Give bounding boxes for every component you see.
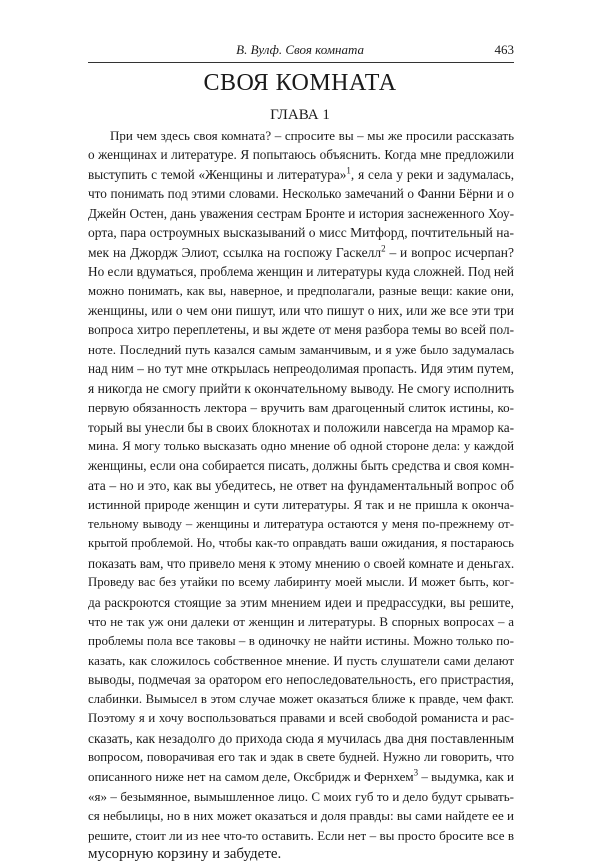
text-line: что понимать под этими словами. Несколько замечаний о Фанни Бёрни и о — [88, 186, 514, 202]
text-line: При чем здесь своя комната? – спросите вы – мы же просили рассказать — [110, 128, 514, 143]
text-line: тельному выводу – женщины и литература остаются у меня по-прежнему от- — [88, 516, 514, 531]
text-line — [88, 165, 514, 184]
text-line: мина. Я могу только высказать одно мнение об одной стороне дела: у каждой — [88, 439, 514, 453]
running-title: В. Вулф. Своя комната — [236, 42, 364, 57]
text-line: ата – но и это, как вы убедитесь, не ответ на фундаментальный вопрос об — [88, 477, 514, 493]
text-line — [88, 243, 514, 262]
footnote-marker[interactable]: 3 — [413, 768, 419, 779]
text-line: торый вы унесли бы в своих блокнотах и положили навсегда на мрамор ка- — [88, 419, 514, 435]
text-line: вопроса хитро переплетены, и вы ждете от меня разбора темы во всей пол- — [88, 322, 514, 338]
text-line: что не так уж они далеки от женщин и литературы. В спорных вопросах – а — [88, 613, 514, 629]
text-line: о женщинах и литературе. Я попытаюсь объяснить. Когда мне предложили — [88, 147, 514, 163]
text-line: решите, стоит ли из нее что-то оставить. Если нет – вы просто бросите все в — [88, 827, 514, 843]
text-line: над ним – но тут мне открылась непреодолимая пропасть. Идя этим путем, — [88, 361, 514, 377]
chapter-subtitle: ГЛАВА 1 — [270, 107, 330, 123]
text-segment: – и вопрос исчерпан? — [385, 244, 514, 260]
text-line: казать, как сложилось собственное мнение. И пусть слушатели сами делают — [88, 652, 514, 668]
text-line: женщины, если она собирается писать, должны быть средства и своя комн- — [88, 458, 514, 474]
text-line: Но если вдуматься, проблема женщин и литературы куда сложней. Под ней — [88, 264, 514, 280]
footnote-marker[interactable]: 2 — [381, 243, 386, 254]
text-segment: , я села у реки и задумалась, — [350, 166, 515, 182]
text-line: мусорную корзину и забудете. — [88, 846, 282, 863]
page-number: 463 — [494, 42, 514, 57]
text-line — [88, 767, 514, 786]
running-head — [88, 40, 514, 63]
text-line: слабинки. Вымысел в этом случае может оказаться ближе к правде, чем факт. — [88, 691, 514, 706]
text-line: сказать, как незадолго до прихода сюда я мучилась два дня поставленным — [88, 730, 514, 746]
text-segment: выступить с темой «Женщины и литература» — [88, 166, 347, 182]
text-line: крытой проблемой. Но, чтобы как-то оправдать ваши ожидания, я постараюсь — [88, 536, 514, 551]
text-line: вопросом, поворачивая его так и эдак в свете будней. Нужно ли говорить, что — [88, 750, 514, 764]
footnote-marker[interactable]: 1 — [346, 165, 351, 176]
body-paragraph — [88, 126, 514, 865]
text-line: Джейн Остен, дань уважения сестрам Бронте и история заснеженного Хоу- — [88, 205, 514, 221]
text-line: истинной природе женщин и сути литературы. Я так и не пришла к оконча- — [88, 497, 514, 513]
chapter-title: СВОЯ КОМНАТА — [203, 70, 397, 96]
text-line: орта, пара остроумных высказываний о мисс Митфорд, почтительный на- — [88, 225, 514, 241]
text-segment: мек на Джордж Элиот, ссылка на госпожу Гаскелл — [88, 244, 382, 260]
text-line: первую обязанность лектора – вручить вам драгоценный слиток истины, ко- — [88, 400, 514, 416]
text-line: я никогда не смогу прийти к окончательному выводу. Не смогу исполнить — [88, 380, 514, 396]
text-line: выводы, подмечая за оратором его непоследовательность, его пристрастия, — [88, 672, 514, 688]
text-segment: – выдумка, как и — [418, 769, 514, 785]
text-line: Проведу вас без утайки по всему лабиринту моей мысли. И может быть, ког- — [88, 575, 514, 590]
text-line: показать вам, что привело меня к этому мнению о своей комнате и деньгах. — [88, 555, 515, 571]
text-line: ноте. Последний путь казался самым заманчивым, и я уже было задумалась — [88, 341, 514, 357]
text-line: «я» – безымянное, вымышленное лицо. С моих губ то и дело будут срывать- — [88, 788, 514, 804]
text-line: женщины, или о чем они пишут, или что пишут о них, или же все эти три — [88, 302, 514, 318]
text-line: можно понимать, как вы, наверное, и предполагали, разные вещи: какие они, — [88, 283, 514, 298]
text-line: Поэтому я и хочу воспользоваться правами и всей свободой романиста и рас- — [88, 711, 514, 726]
text-line: проблемы пола все таковы – в одиночку не найти истины. Можно только по- — [88, 633, 514, 649]
text-line: да раскроются стоящие за этим мнением идеи и предрассудки, вы решите, — [88, 594, 514, 610]
text-line: ся небылицы, но в них может оказаться и доля правды: вы сами найдете ее и — [88, 808, 514, 824]
text-segment: описанного ниже нет на самом деле, Оксбридж и Фернхем — [88, 769, 414, 785]
